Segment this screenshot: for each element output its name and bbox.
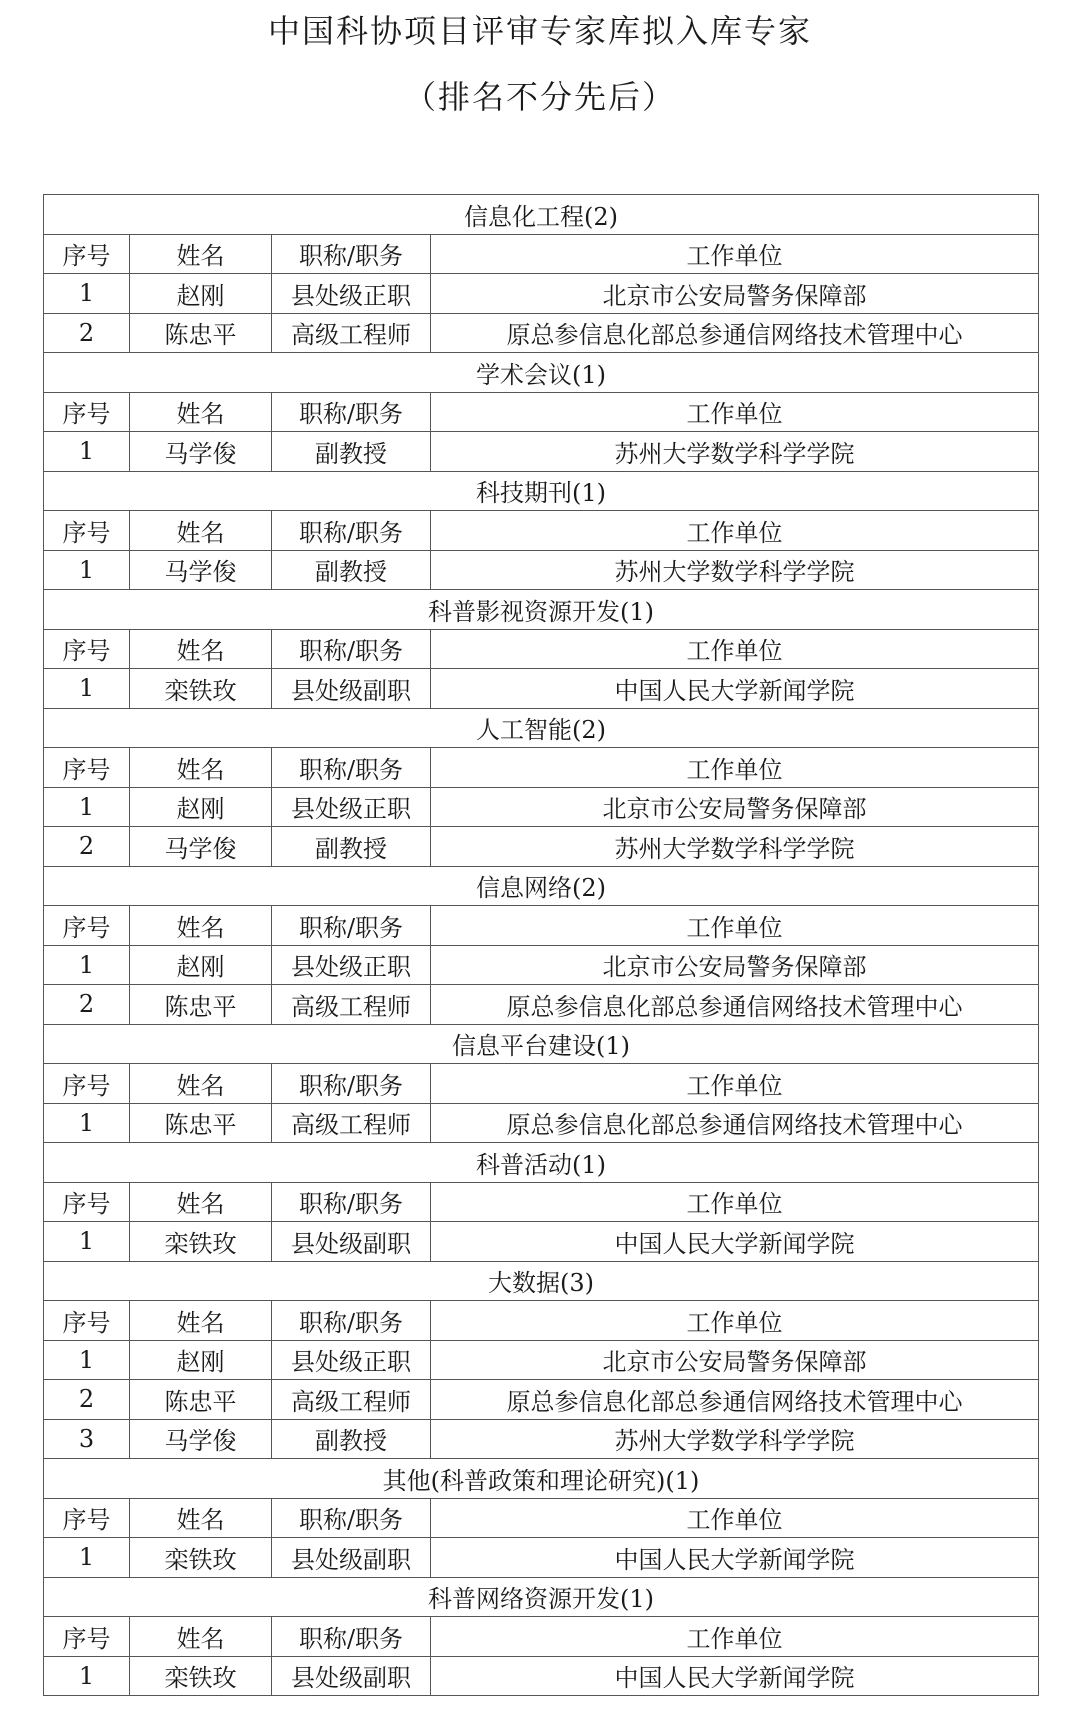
- cell-seq: 1: [44, 1656, 130, 1696]
- header-position: 职称/职务: [272, 1617, 431, 1657]
- header-unit: 工作单位: [431, 392, 1039, 432]
- header-position: 职称/职务: [272, 1301, 431, 1341]
- header-seq: 序号: [44, 234, 130, 274]
- section-heading-row: [44, 590, 1039, 630]
- cell-name: 陈忠平: [130, 1103, 272, 1143]
- column-header-row: [44, 392, 1039, 432]
- column-header-row: [44, 1064, 1039, 1104]
- expert-table-body: [44, 195, 1039, 1696]
- header-position: 职称/职务: [272, 1182, 431, 1222]
- cell-name: 赵刚: [130, 945, 272, 985]
- table-row: [44, 313, 1039, 353]
- table-row: [44, 1222, 1039, 1262]
- header-name: 姓名: [130, 1182, 272, 1222]
- column-header-row: [44, 748, 1039, 788]
- section-heading: 科普活动(1): [44, 1143, 1039, 1183]
- cell-name: 栾铁玫: [130, 1222, 272, 1262]
- cell-position: 副教授: [272, 550, 431, 590]
- header-unit: 工作单位: [431, 234, 1039, 274]
- cell-seq: 1: [44, 1103, 130, 1143]
- cell-seq: 1: [44, 1340, 130, 1380]
- section-heading: 大数据(3): [44, 1261, 1039, 1301]
- header-seq: 序号: [44, 748, 130, 788]
- cell-position: 副教授: [272, 827, 431, 867]
- header-name: 姓名: [130, 511, 272, 551]
- cell-unit: 原总参信息化部总参通信网络技术管理中心: [431, 1103, 1039, 1143]
- header-seq: 序号: [44, 629, 130, 669]
- section-heading-row: [44, 1143, 1039, 1183]
- cell-name: 马学俊: [130, 827, 272, 867]
- cell-unit: 苏州大学数学科学学院: [431, 1419, 1039, 1459]
- cell-name: 栾铁玫: [130, 1538, 272, 1578]
- cell-name: 陈忠平: [130, 313, 272, 353]
- section-heading-row: [44, 866, 1039, 906]
- table-row: [44, 827, 1039, 867]
- expert-table: [43, 194, 1039, 1696]
- header-name: 姓名: [130, 1301, 272, 1341]
- header-seq: 序号: [44, 1301, 130, 1341]
- section-heading-row: [44, 1261, 1039, 1301]
- cell-position: 高级工程师: [272, 1103, 431, 1143]
- cell-seq: 2: [44, 313, 130, 353]
- cell-seq: 1: [44, 669, 130, 709]
- cell-unit: 原总参信息化部总参通信网络技术管理中心: [431, 1380, 1039, 1420]
- column-header-row: [44, 1498, 1039, 1538]
- section-heading: 科普影视资源开发(1): [44, 590, 1039, 630]
- header-name: 姓名: [130, 1617, 272, 1657]
- cell-position: 高级工程师: [272, 1380, 431, 1420]
- header-position: 职称/职务: [272, 748, 431, 788]
- table-row: [44, 432, 1039, 472]
- cell-name: 栾铁玫: [130, 669, 272, 709]
- table-row: [44, 669, 1039, 709]
- header-name: 姓名: [130, 748, 272, 788]
- cell-position: 高级工程师: [272, 985, 431, 1025]
- cell-position: 县处级副职: [272, 1656, 431, 1696]
- expert-table-container: [43, 194, 1038, 1696]
- cell-position: 县处级正职: [272, 787, 431, 827]
- table-row: [44, 1103, 1039, 1143]
- table-row: [44, 985, 1039, 1025]
- cell-name: 栾铁玫: [130, 1656, 272, 1696]
- header-position: 职称/职务: [272, 392, 431, 432]
- header-unit: 工作单位: [431, 1498, 1039, 1538]
- column-header-row: [44, 906, 1039, 946]
- header-name: 姓名: [130, 906, 272, 946]
- cell-unit: 中国人民大学新闻学院: [431, 1222, 1039, 1262]
- section-heading: 信息平台建设(1): [44, 1024, 1039, 1064]
- header-unit: 工作单位: [431, 1301, 1039, 1341]
- section-heading: 其他(科普政策和理论研究)(1): [44, 1459, 1039, 1499]
- cell-name: 陈忠平: [130, 985, 272, 1025]
- header-position: 职称/职务: [272, 906, 431, 946]
- table-row: [44, 550, 1039, 590]
- table-row: [44, 1380, 1039, 1420]
- cell-unit: 中国人民大学新闻学院: [431, 1656, 1039, 1696]
- header-position: 职称/职务: [272, 629, 431, 669]
- column-header-row: [44, 1617, 1039, 1657]
- cell-unit: 中国人民大学新闻学院: [431, 669, 1039, 709]
- cell-seq: 1: [44, 550, 130, 590]
- cell-seq: 1: [44, 787, 130, 827]
- cell-unit: 苏州大学数学科学学院: [431, 432, 1039, 472]
- cell-seq: 3: [44, 1419, 130, 1459]
- cell-seq: 1: [44, 1538, 130, 1578]
- header-unit: 工作单位: [431, 1182, 1039, 1222]
- header-seq: 序号: [44, 1064, 130, 1104]
- section-heading: 人工智能(2): [44, 708, 1039, 748]
- table-row: [44, 945, 1039, 985]
- header-unit: 工作单位: [431, 906, 1039, 946]
- header-seq: 序号: [44, 906, 130, 946]
- section-heading: 学术会议(1): [44, 353, 1039, 393]
- header-name: 姓名: [130, 629, 272, 669]
- page-subtitle: （排名不分先后）: [403, 78, 676, 116]
- cell-unit: 苏州大学数学科学学院: [431, 550, 1039, 590]
- header-seq: 序号: [44, 392, 130, 432]
- header-seq: 序号: [44, 1498, 130, 1538]
- section-heading: 科普网络资源开发(1): [44, 1577, 1039, 1617]
- cell-seq: 1: [44, 432, 130, 472]
- cell-seq: 1: [44, 945, 130, 985]
- header-name: 姓名: [130, 1498, 272, 1538]
- cell-position: 县处级正职: [272, 274, 431, 314]
- section-heading-row: [44, 471, 1039, 511]
- column-header-row: [44, 1301, 1039, 1341]
- section-heading-row: [44, 708, 1039, 748]
- cell-seq: 2: [44, 1380, 130, 1420]
- cell-name: 马学俊: [130, 550, 272, 590]
- cell-name: 赵刚: [130, 787, 272, 827]
- cell-seq: 2: [44, 985, 130, 1025]
- header-unit: 工作单位: [431, 629, 1039, 669]
- section-heading: 科技期刊(1): [44, 471, 1039, 511]
- table-row: [44, 1340, 1039, 1380]
- column-header-row: [44, 511, 1039, 551]
- cell-name: 赵刚: [130, 1340, 272, 1380]
- cell-position: 县处级副职: [272, 669, 431, 709]
- header-seq: 序号: [44, 511, 130, 551]
- header-name: 姓名: [130, 1064, 272, 1104]
- header-seq: 序号: [44, 1617, 130, 1657]
- cell-unit: 苏州大学数学科学学院: [431, 827, 1039, 867]
- header-unit: 工作单位: [431, 1064, 1039, 1104]
- header-position: 职称/职务: [272, 234, 431, 274]
- cell-position: 副教授: [272, 1419, 431, 1459]
- cell-position: 副教授: [272, 432, 431, 472]
- cell-unit: 北京市公安局警务保障部: [431, 274, 1039, 314]
- table-row: [44, 1656, 1039, 1696]
- cell-name: 赵刚: [130, 274, 272, 314]
- table-row: [44, 1419, 1039, 1459]
- section-heading-row: [44, 353, 1039, 393]
- header-position: 职称/职务: [272, 1064, 431, 1104]
- cell-position: 县处级正职: [272, 945, 431, 985]
- cell-unit: 中国人民大学新闻学院: [431, 1538, 1039, 1578]
- header-position: 职称/职务: [272, 1498, 431, 1538]
- table-row: [44, 274, 1039, 314]
- header-unit: 工作单位: [431, 748, 1039, 788]
- cell-name: 马学俊: [130, 1419, 272, 1459]
- table-row: [44, 787, 1039, 827]
- cell-seq: 1: [44, 1222, 130, 1262]
- cell-seq: 1: [44, 274, 130, 314]
- column-header-row: [44, 629, 1039, 669]
- cell-seq: 2: [44, 827, 130, 867]
- cell-position: 县处级正职: [272, 1340, 431, 1380]
- cell-position: 县处级副职: [272, 1538, 431, 1578]
- cell-position: 县处级副职: [272, 1222, 431, 1262]
- cell-name: 陈忠平: [130, 1380, 272, 1420]
- cell-unit: 原总参信息化部总参通信网络技术管理中心: [431, 313, 1039, 353]
- page-title: 中国科协项目评审专家库拟入库专家: [267, 12, 812, 50]
- header-name: 姓名: [130, 234, 272, 274]
- cell-unit: 北京市公安局警务保障部: [431, 787, 1039, 827]
- header-unit: 工作单位: [431, 1617, 1039, 1657]
- section-heading-row: [44, 195, 1039, 235]
- section-heading: 信息网络(2): [44, 866, 1039, 906]
- cell-unit: 原总参信息化部总参通信网络技术管理中心: [431, 985, 1039, 1025]
- header-position: 职称/职务: [272, 511, 431, 551]
- section-heading: 信息化工程(2): [44, 195, 1039, 235]
- column-header-row: [44, 234, 1039, 274]
- section-heading-row: [44, 1459, 1039, 1499]
- cell-position: 高级工程师: [272, 313, 431, 353]
- section-heading-row: [44, 1024, 1039, 1064]
- section-heading-row: [44, 1577, 1039, 1617]
- header-name: 姓名: [130, 392, 272, 432]
- cell-name: 马学俊: [130, 432, 272, 472]
- table-row: [44, 1538, 1039, 1578]
- column-header-row: [44, 1182, 1039, 1222]
- header-unit: 工作单位: [431, 511, 1039, 551]
- header-seq: 序号: [44, 1182, 130, 1222]
- cell-unit: 北京市公安局警务保障部: [431, 1340, 1039, 1380]
- cell-unit: 北京市公安局警务保障部: [431, 945, 1039, 985]
